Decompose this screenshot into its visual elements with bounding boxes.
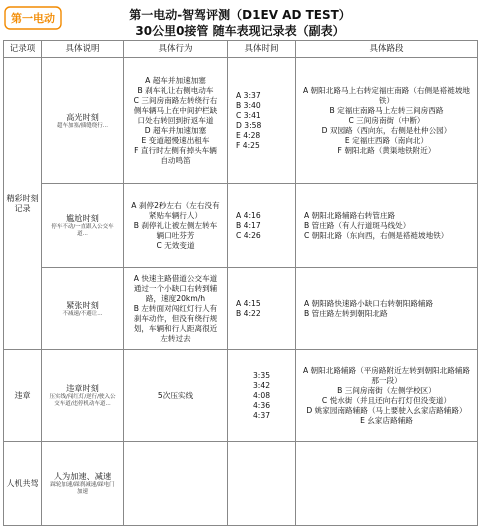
group-violation: 违章 bbox=[4, 350, 42, 442]
row-desc-cell bbox=[42, 268, 124, 350]
time-cell: 3:35 3:42 4:08 4:36 4:37 bbox=[228, 350, 296, 442]
row-name: 紧张时刻 bbox=[66, 299, 99, 310]
row-hint: 不减速/不避让... bbox=[62, 310, 103, 317]
row-hint: 压实线/闯红灯/逆行/驶入公 交车道/违停机动车道... bbox=[49, 394, 116, 407]
table-row bbox=[4, 268, 478, 350]
col-header-road: 具体路段 bbox=[296, 41, 478, 58]
time-cell bbox=[228, 442, 296, 526]
road-cell: A 朝阳北路马上右转定福庄南路（右侧是褡裢坡地 铁） B 定福庄南路马上左转三间房西路 C 三间房南街（中断） D 双园路（西向东，右侧是杜仲公园） E 定福庄西路（南向北） F 朝阳北路（黄渠地铁附近） bbox=[296, 58, 478, 184]
behavior-cell: 5次压实线 bbox=[124, 350, 228, 442]
page-subtitle: 30公里0接管 随车表现记录表（副表） bbox=[135, 24, 345, 38]
record-table bbox=[3, 40, 478, 526]
row-desc-cell bbox=[42, 184, 124, 268]
col-header-behavior: 具体行为 bbox=[124, 41, 228, 58]
row-name: 人为加速、减速 bbox=[53, 471, 112, 481]
behavior-cell: A 超车并加速加塞 B 刹车礼让右侧电动车 C 三间房南路左转绕行右 侧车辆马上在中间护栏缺 口处右转回到折返车道 D 超车并加速加塞 E 变道超慢速出租车 F 直行时左侧有掉头车辆 自动鸣笛 bbox=[124, 58, 228, 184]
row-name: 尴尬时刻 bbox=[66, 213, 99, 223]
road-cell: A 朝阳北路辅路（平房路附近左转到朝阳北路辅路 那一段） B 三间房南街（左侧学校区） C 悦水街（并且还向右打灯但没变道） D 姚家园南路辅路（马上要驶入幺家店路辅路） E 幺家店路辅路 bbox=[296, 350, 478, 442]
svg-text:第一电动: 第一电动 bbox=[11, 12, 55, 25]
table-header-row bbox=[4, 41, 478, 58]
row-desc-cell bbox=[42, 350, 124, 442]
col-header-record: 记录项 bbox=[4, 41, 42, 58]
group-cooperation: 人机共驾 bbox=[4, 442, 42, 526]
table-row bbox=[4, 184, 478, 268]
table-row bbox=[4, 58, 478, 184]
table-row bbox=[4, 350, 478, 442]
road-cell: A 朝阳路快速路小缺口右转朝阳路辅路 B 管庄路左转到朝阳北路 bbox=[296, 268, 478, 350]
behavior-cell bbox=[124, 442, 228, 526]
behavior-cell: A 快速主路借道公交车道 通过一个小缺口右转到辅 路，速度20km/h B 左转面对闯红灯行人有 刹车动作，但没有绕行规 划，车辆和行人距离很近 左转过去 bbox=[124, 268, 228, 350]
group-highlight: 精彩时刻 记录 bbox=[4, 58, 42, 350]
row-name: 违章时刻 bbox=[66, 383, 99, 393]
road-cell: A 朝阳北路辅路右转管庄路 B 管庄路（有人行道斑马线处） C 朝阳北路（东向西，右侧是褡裢坡地铁） bbox=[296, 184, 478, 268]
row-hint: 踩轮加速/踩刹减速/踩电门 加速 bbox=[50, 482, 115, 495]
behavior-cell: A 刹停2秒左右（左右没有 紧贴车辆行人） B 刹停礼让被左侧左转车 辆口吐芬芳 C 无效变道 bbox=[124, 184, 228, 268]
page-title: 第一电动-智驾评测（D1EV AD TEST） bbox=[129, 8, 351, 22]
row-desc-cell bbox=[42, 442, 124, 526]
col-header-time: 具体时间 bbox=[228, 41, 296, 58]
table-row bbox=[4, 442, 478, 526]
row-desc-cell bbox=[42, 58, 124, 184]
road-cell bbox=[296, 442, 478, 526]
col-header-desc: 具体说明 bbox=[42, 41, 124, 58]
row-hint: 超车加塞/插缝绕行... bbox=[56, 122, 109, 129]
time-cell: A 4:16 B 4:17 C 4:26 bbox=[228, 184, 296, 268]
time-cell: A 3:37 B 3:40 C 3:41 D 3:58 E 4:28 F 4:25 bbox=[228, 58, 296, 184]
row-hint: 停车不动/一直跟入公交车 道... bbox=[51, 224, 114, 237]
time-cell: A 4:15 B 4:22 bbox=[228, 268, 296, 350]
row-name: 高光时刻 bbox=[66, 111, 99, 122]
